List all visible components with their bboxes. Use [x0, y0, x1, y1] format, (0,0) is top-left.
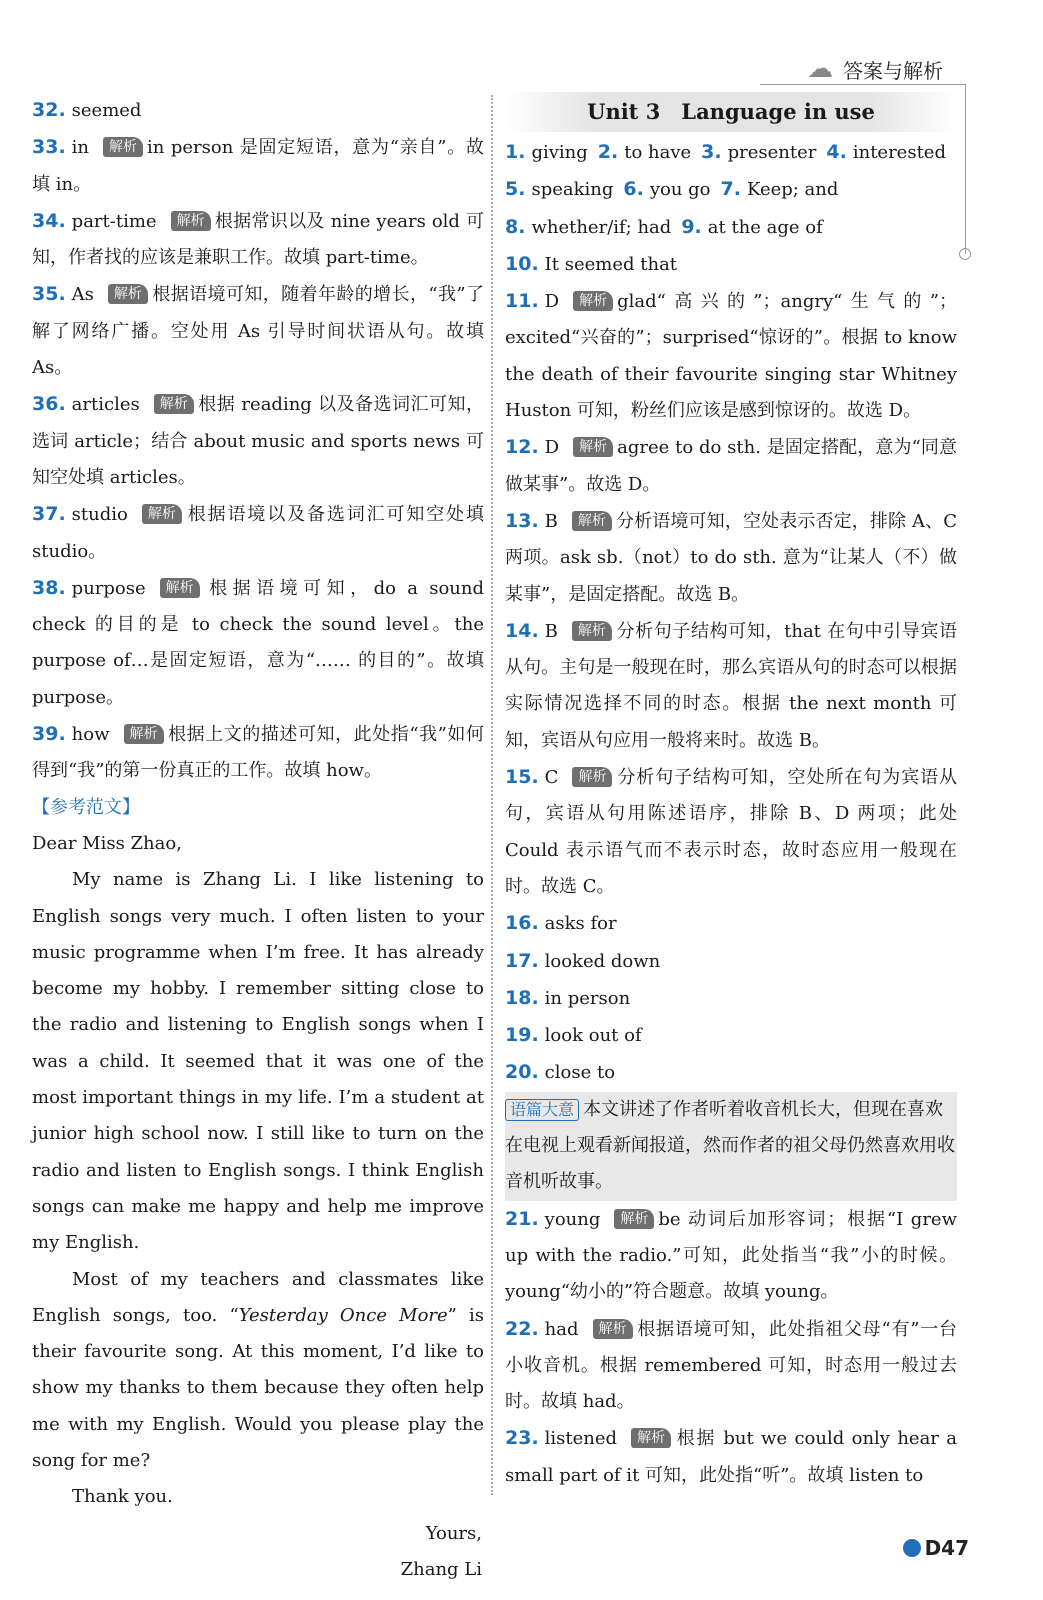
- item-answer: interested: [852, 142, 946, 163]
- item-answer: presenter: [727, 142, 817, 163]
- letter-closing: Yours,: [425, 1522, 482, 1544]
- letter-thanks: Thank you.: [72, 1486, 173, 1508]
- short-answer-row: [505, 171, 957, 208]
- analysis-text: 根据语境可知，随着年龄的增长，“我”了解了网络广播。空处用 As 引导时间状语从句。故填 As。: [32, 284, 484, 379]
- song-title: Yesterday Once More: [238, 1304, 448, 1326]
- left-column: [32, 92, 484, 1588]
- short-answer-row: [505, 246, 957, 283]
- item-number: 15.: [505, 766, 539, 789]
- letter-signature: Zhang Li: [400, 1558, 482, 1580]
- item-number: 17.: [505, 949, 539, 972]
- item-answer: D: [544, 437, 560, 459]
- answer-item: [505, 1054, 957, 1091]
- item-answer: It seemed that: [544, 253, 678, 275]
- item-answer: whether/if; had: [531, 216, 672, 238]
- item-number: 5.: [505, 178, 526, 201]
- short-answer-block-2: [505, 905, 957, 1091]
- analysis-text: glad“高兴的”；angry“生气的”；excited“兴奋的”；surprised“惊讶的”。根据 to know the death of their favourite singing star Whitney Huston 可知，粉丝们应该是感到惊讶的。故选 D。: [505, 291, 957, 422]
- item-answer: look out of: [544, 1025, 642, 1047]
- answer-item: [505, 283, 957, 429]
- analysis-text: 根据 reading 以及备选词汇可知，选词 article；结合 about music and sports news 可知空处填 articles。: [32, 394, 484, 488]
- reference-essay-title: 【参考范文】: [32, 796, 140, 818]
- item-number: 8.: [505, 215, 526, 238]
- header-side-rule: [965, 84, 966, 254]
- item-answer: B: [544, 620, 558, 642]
- item-number: 12.: [505, 436, 539, 459]
- item-answer: to have: [624, 142, 692, 163]
- item-answer: in: [71, 137, 90, 159]
- left-answer-list: [32, 92, 484, 790]
- answer-item: [505, 503, 957, 613]
- analysis-tag: 解析: [160, 578, 200, 598]
- column-divider: [491, 95, 493, 1495]
- answer-item: [32, 570, 484, 716]
- item-number: 33.: [32, 136, 66, 159]
- item-number: 11.: [505, 290, 539, 313]
- item-number: 19.: [505, 1024, 539, 1047]
- item-answer: had: [544, 1318, 579, 1340]
- page-dot-icon: [903, 1539, 921, 1557]
- analysis-tag: 解析: [631, 1428, 671, 1448]
- item-answer: studio: [71, 504, 128, 526]
- item-answer: C: [544, 767, 559, 789]
- item-number: 39.: [32, 723, 66, 746]
- item-number: 38.: [32, 576, 66, 599]
- short-answer-row: [505, 209, 957, 246]
- analysis-text: 根据上文的描述可知，此处指“我”如何得到“我”的第一份真正的工作。故填 how。: [32, 724, 484, 782]
- item-answer: in person: [544, 987, 631, 1009]
- item-answer: D: [544, 291, 560, 313]
- analysis-tag: 解析: [614, 1209, 654, 1229]
- item-answer: how: [71, 724, 110, 746]
- item-answer: at the age of: [707, 216, 823, 238]
- analysis-text: be 动词后加形容词；根据“I grew up with the radio.”可知，此处指当“我”小的时候。young“幼小的”符合题意。故填 young。: [505, 1208, 957, 1303]
- passage-summary: [505, 1092, 957, 1201]
- item-answer: part-time: [71, 210, 157, 232]
- analysis-text: 根据语境可知，此处指祖父母“有”一台小收音机。根据 remembered 可知，时态用一般过去时。故填 had。: [505, 1318, 957, 1413]
- item-number: 14.: [505, 619, 539, 642]
- analysis-tag: 解析: [142, 504, 182, 524]
- reference-letter: [32, 826, 484, 1588]
- item-answer: close to: [544, 1062, 616, 1084]
- analysis-tag: 解析: [572, 621, 612, 641]
- analysis-text: 分析句子结构可知，that 在句中引导宾语从句。主句是一般现在时，那么宾语从句的时态可以根据实际情况选择不同的时态。根据 the next month 可知，宾语从句应用一般将来时。故选 B。: [505, 620, 957, 751]
- header-title: 答案与解析: [843, 58, 943, 83]
- answer-item: [505, 905, 957, 942]
- analysis-text: 根据常识以及 nine years old 可知，作者找的应该是兼职工作。故填 part-time。: [32, 210, 484, 269]
- answer-item: [32, 203, 484, 277]
- item-number: 34.: [32, 209, 66, 232]
- analysis-tag: 解析: [171, 211, 211, 231]
- answer-item: [32, 92, 484, 129]
- unit-title: Unit 3 Language in use: [505, 92, 957, 132]
- item-answer: asks for: [544, 913, 617, 935]
- item-answer: seemed: [71, 100, 142, 121]
- item-answer: giving: [531, 142, 588, 163]
- item-number: 18.: [505, 986, 539, 1009]
- answer-item: [505, 1017, 957, 1054]
- item-number: 3.: [701, 141, 722, 163]
- item-number: 32.: [32, 99, 66, 121]
- right-answer-list-2: [505, 1201, 957, 1494]
- item-number: 13.: [505, 509, 539, 532]
- letter-paragraph-2: Most of my teachers and classmates like English songs, too. “Yesterday Once More” is their favourite song. At this moment, I’d like to show my thanks to them because they often help me with my English. Would you please play the song for me?: [32, 1268, 485, 1471]
- answer-item: [32, 496, 484, 570]
- item-number: 20.: [505, 1061, 539, 1084]
- item-number: 7.: [720, 178, 741, 201]
- right-column: [505, 92, 957, 1494]
- analysis-text: 分析语境可知，空处表示否定，排除 A、C 两项。ask sb.（not）to do sth. 意为“让某人（不）做某事”，是固定搭配。故选 B。: [505, 510, 957, 605]
- answer-item: [505, 613, 957, 759]
- analysis-tag: 解析: [108, 284, 148, 304]
- letter-greeting: Dear Miss Zhao,: [32, 832, 182, 854]
- item-number: 9.: [681, 215, 702, 238]
- item-answer: looked down: [544, 950, 661, 972]
- item-number: 4.: [826, 141, 847, 163]
- analysis-text: in person 是固定短语，意为“亲自”。故填 in。: [32, 137, 484, 195]
- answer-item: [505, 943, 957, 980]
- short-answer-block: [505, 134, 957, 283]
- analysis-text: agree to do sth. 是固定搭配，意为“同意做某事”。故选 D。: [505, 437, 957, 495]
- item-answer: speaking: [531, 179, 614, 201]
- short-answer-row: [505, 134, 957, 171]
- item-answer: you go: [649, 179, 711, 201]
- item-number: 23.: [505, 1427, 539, 1450]
- answer-item: [32, 716, 484, 790]
- item-answer: articles: [71, 394, 140, 416]
- analysis-tag: 解析: [573, 291, 613, 311]
- answer-item: [505, 1311, 957, 1421]
- summary-tag: 语篇大意: [505, 1099, 579, 1121]
- analysis-text: 根据语境可知，do a sound check 的目的是 to check the sound level。the purpose of…是固定短语，意为“…… 的目的”。故填 purpose。: [32, 577, 484, 708]
- item-number: 16.: [505, 912, 539, 935]
- summary-text: 本文讲述了作者听着收音机长大，但现在喜欢在电视上观看新闻报道，然而作者的祖父母仍然喜欢用收音机听故事。: [505, 1098, 955, 1193]
- analysis-text: 根据语境以及备选词汇可知空处填 studio。: [32, 504, 484, 562]
- analysis-text: 根据 but we could only hear a small part of it 可知，此处指“听”。故填 listen to: [505, 1428, 957, 1486]
- item-answer: B: [544, 510, 558, 532]
- item-number: 21.: [505, 1207, 539, 1230]
- analysis-tag: 解析: [572, 511, 612, 531]
- page-number: D47: [903, 1536, 969, 1560]
- answer-item: [505, 1420, 957, 1494]
- item-answer: Keep; and: [746, 179, 839, 201]
- item-answer: purpose: [71, 577, 146, 599]
- item-number: 2.: [597, 141, 619, 163]
- analysis-tag: 解析: [593, 1319, 633, 1339]
- analysis-tag: 解析: [103, 137, 143, 157]
- answer-item: [505, 759, 957, 905]
- letter-paragraph-1: My name is Zhang Li. I like listening to English songs very much. I often listen to your music programme when I’m free. It has already become my hobby. I remember sitting close to the radio and listening to English songs when I was a child. It seemed that it was one of the most important things in my life. I’m a student at junior high school now. I still like to turn on the radio and listen to English songs. I think English songs can make me happy and help me improve my English.: [32, 869, 484, 1254]
- right-answer-list: [505, 283, 957, 905]
- analysis-tag: 解析: [572, 767, 612, 787]
- item-answer: As: [71, 284, 94, 306]
- analysis-tag: 解析: [154, 394, 194, 414]
- item-number: 1.: [505, 141, 526, 163]
- answer-item: [505, 1201, 957, 1311]
- page-header: [807, 52, 943, 86]
- item-number: 10.: [505, 252, 539, 275]
- cloud-person-icon: ☁: [807, 54, 833, 84]
- item-number: 22.: [505, 1317, 539, 1340]
- answer-item: [505, 980, 957, 1017]
- item-number: 36.: [32, 393, 66, 416]
- bookmark-ring-icon: [959, 248, 971, 260]
- answer-item: [32, 386, 484, 496]
- item-number: 37.: [32, 503, 66, 526]
- analysis-tag: 解析: [124, 724, 164, 744]
- item-number: 6.: [623, 178, 644, 201]
- item-answer: listened: [544, 1428, 618, 1450]
- item-answer: young: [544, 1208, 601, 1230]
- answer-item: [505, 429, 957, 503]
- header-rule: [760, 84, 965, 85]
- analysis-tag: 解析: [573, 437, 613, 457]
- item-number: 35.: [32, 283, 66, 306]
- answer-item: [32, 276, 484, 386]
- answer-item: [32, 129, 484, 203]
- analysis-text: 分析句子结构可知，空处所在句为宾语从句，宾语从句用陈述语序，排除 B、D 两项；此处 Could 表示语气而不表示时态，故时态应用一般现在时。故选 C。: [505, 767, 957, 897]
